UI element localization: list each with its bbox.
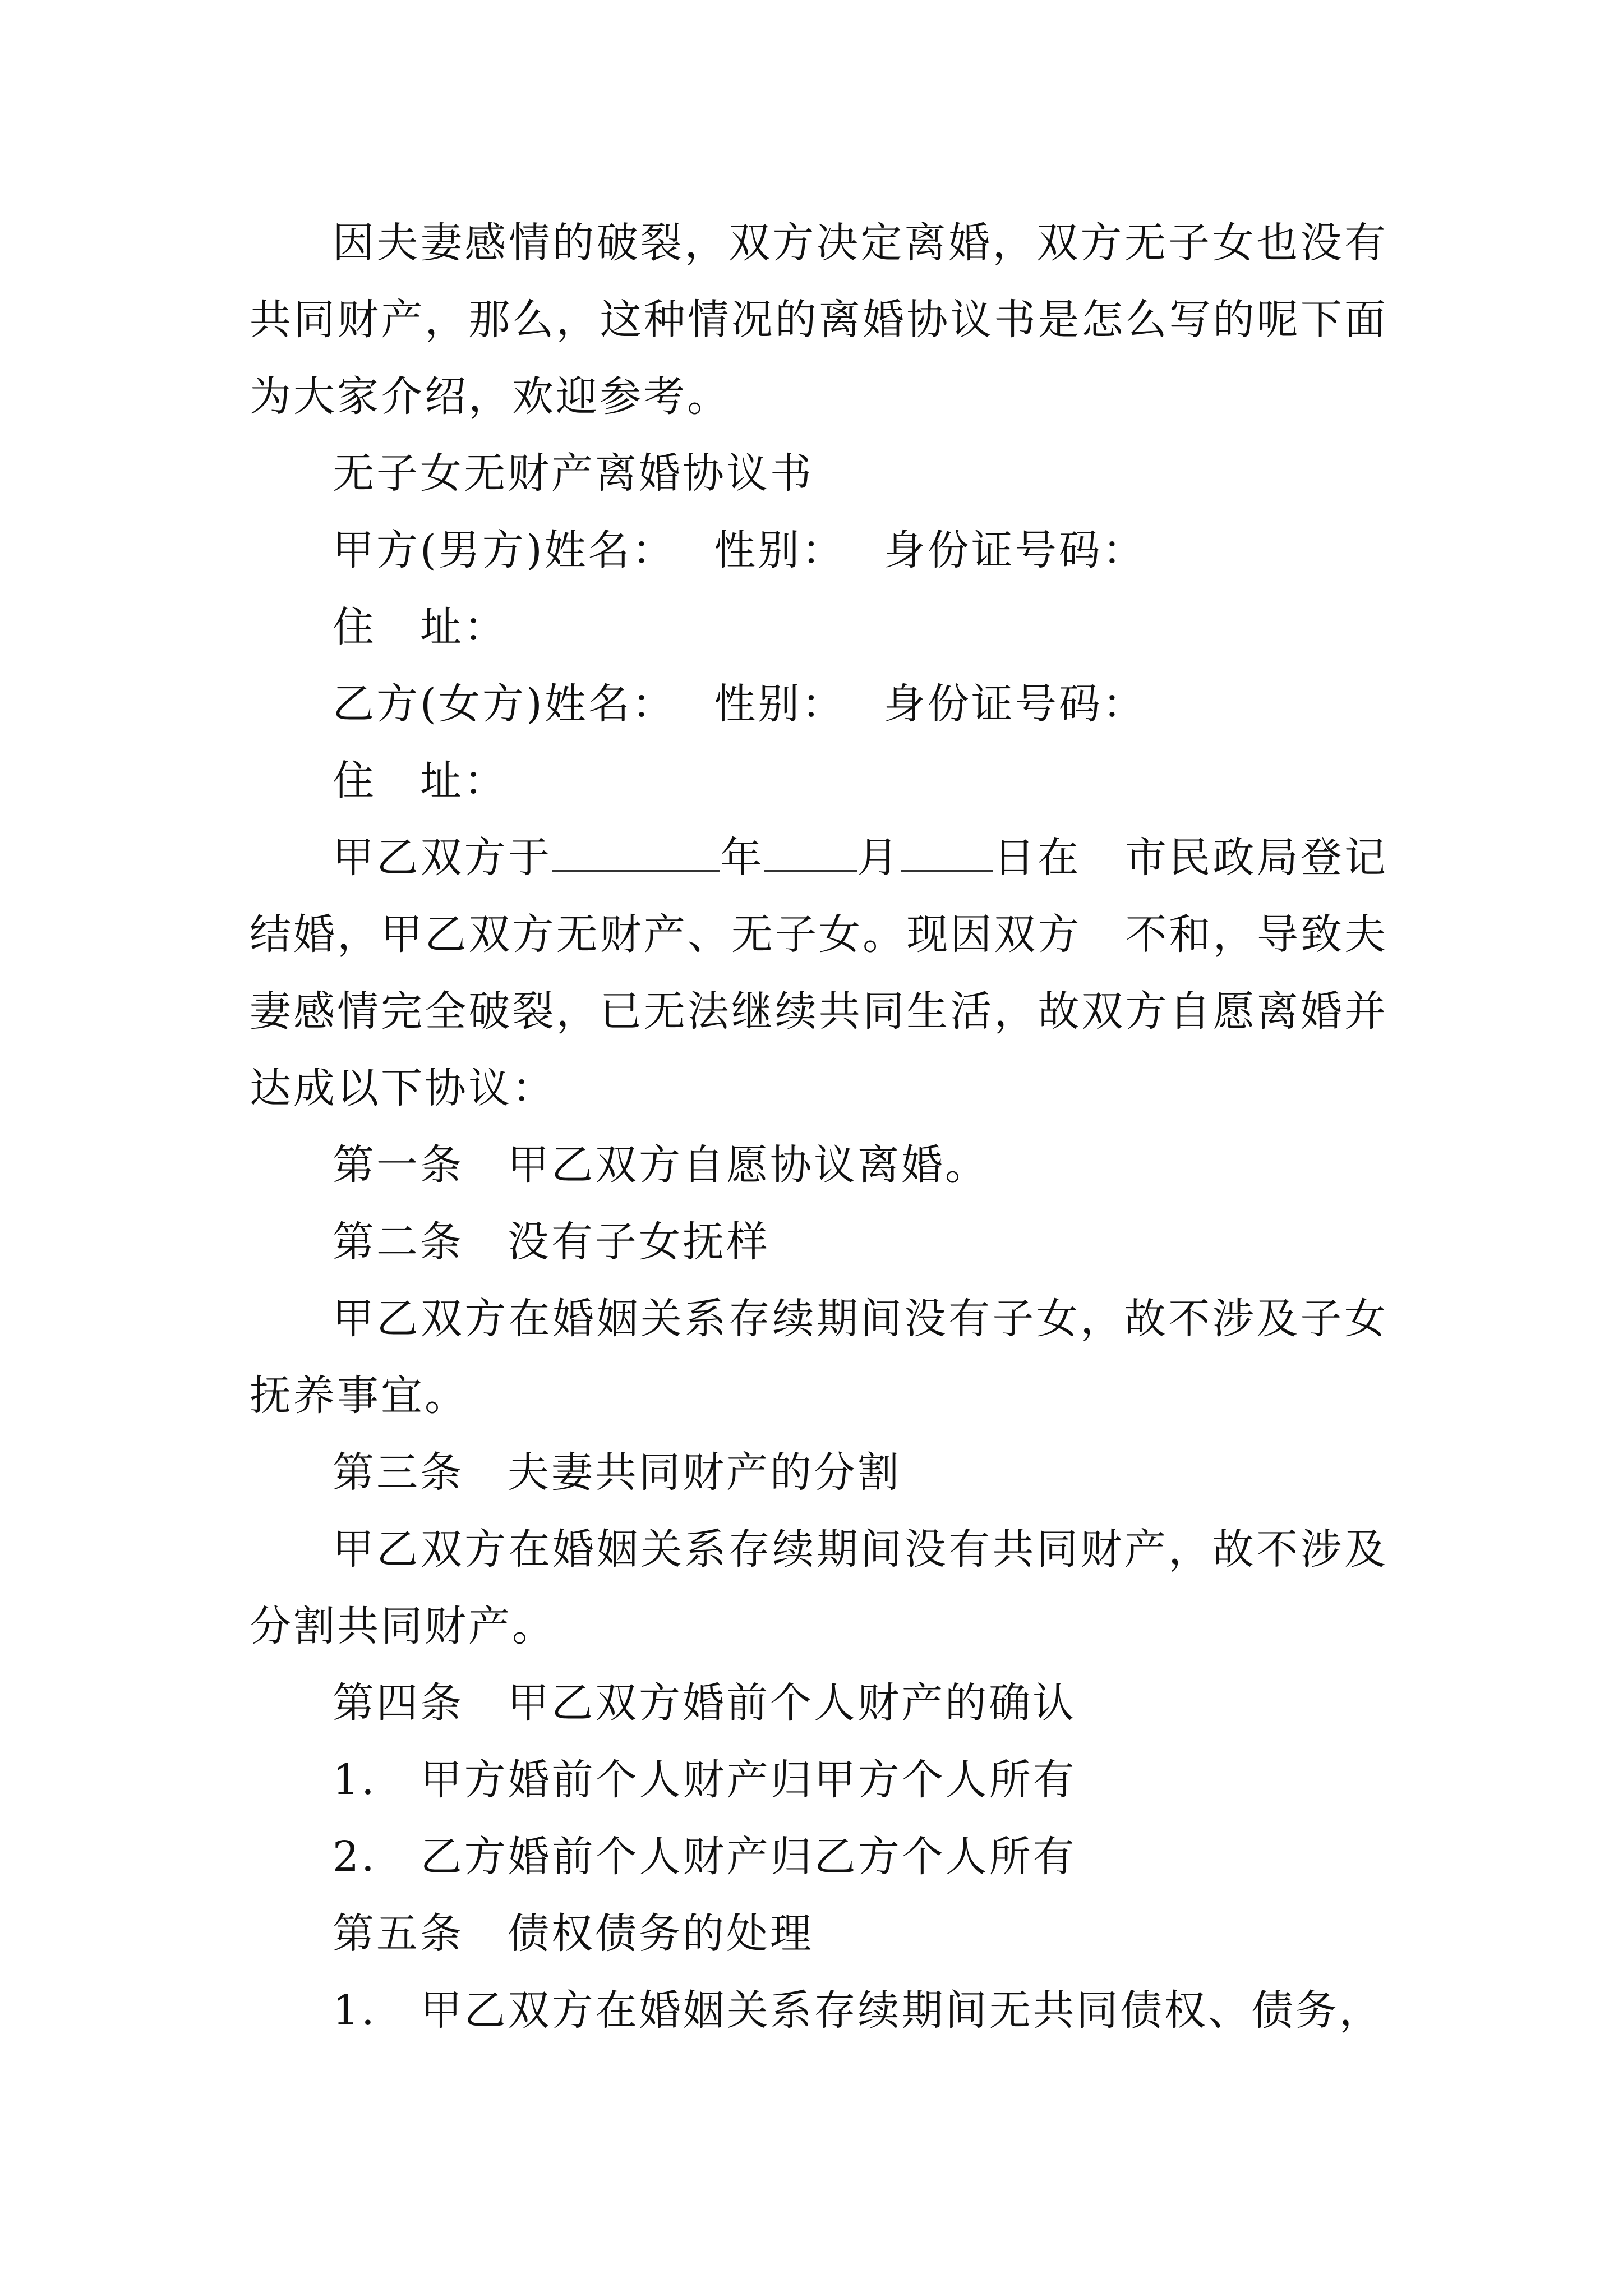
article-2-title: 第二条 没有子女抚样 <box>333 1218 770 1266</box>
article-4-item-1: 1. 甲方婚前个人财产归甲方个人所有 <box>333 1756 1077 1804</box>
month-label: 月 <box>856 834 901 882</box>
intro-paragraph: 因夫妻感情的破裂，双方决定离婚，双方无子女也没有共同财产，那么，这种情况的离婚协议书是怎么写的呢下面为大家介绍，欢迎参考。 <box>250 219 1388 421</box>
year-label: 年 <box>720 834 764 882</box>
year-blank <box>552 831 720 872</box>
month-blank <box>764 831 857 872</box>
day-blank <box>901 831 993 872</box>
article-3-title: 第三条 夫妻共同财产的分割 <box>333 1448 901 1497</box>
article-3-body: 甲乙双方在婚姻关系存续期间没有共同财产，故不涉及分割共同财产。 <box>250 1525 1388 1650</box>
article-1: 第一条 甲乙双方自愿协议离婚。 <box>333 1141 989 1189</box>
marriage-rest: 日在 市民政局登记结婚，甲乙双方无财产、无子女。现因双方 不和，导致夫妻感情完全破裂，已无法继续共同生活，故双方自愿离婚并达成以下协议： <box>250 834 1389 1112</box>
article-4-title: 第四条 甲乙双方婚前个人财产的确认 <box>333 1679 1076 1727</box>
article-5-item-1: 1. 甲乙双方在婚姻关系存续期间无共同债权、债务， <box>333 1986 1383 2035</box>
party-a-line: 甲方(男方)姓名： 性别： 身份证号码： <box>333 526 1146 574</box>
party-b-line: 乙方(女方)姓名： 性别： 身份证号码： <box>333 680 1146 728</box>
article-5-title: 第五条 债权债务的处理 <box>333 1910 814 1958</box>
party-b-address: 住 址： <box>333 757 508 805</box>
article-4-item-2: 2. 乙方婚前个人财产归乙方个人所有 <box>333 1833 1077 1881</box>
document-body <box>250 205 1388 2049</box>
marriage-paragraph <box>250 820 1388 1127</box>
article-2-body: 甲乙双方在婚姻关系存续期间没有子女，故不涉及子女抚养事宜。 <box>250 1295 1388 1420</box>
party-a-address: 住 址： <box>333 603 508 651</box>
marriage-lead: 甲乙双方于 <box>333 834 552 882</box>
document-title: 无子女无财产离婚协议书 <box>333 449 814 498</box>
